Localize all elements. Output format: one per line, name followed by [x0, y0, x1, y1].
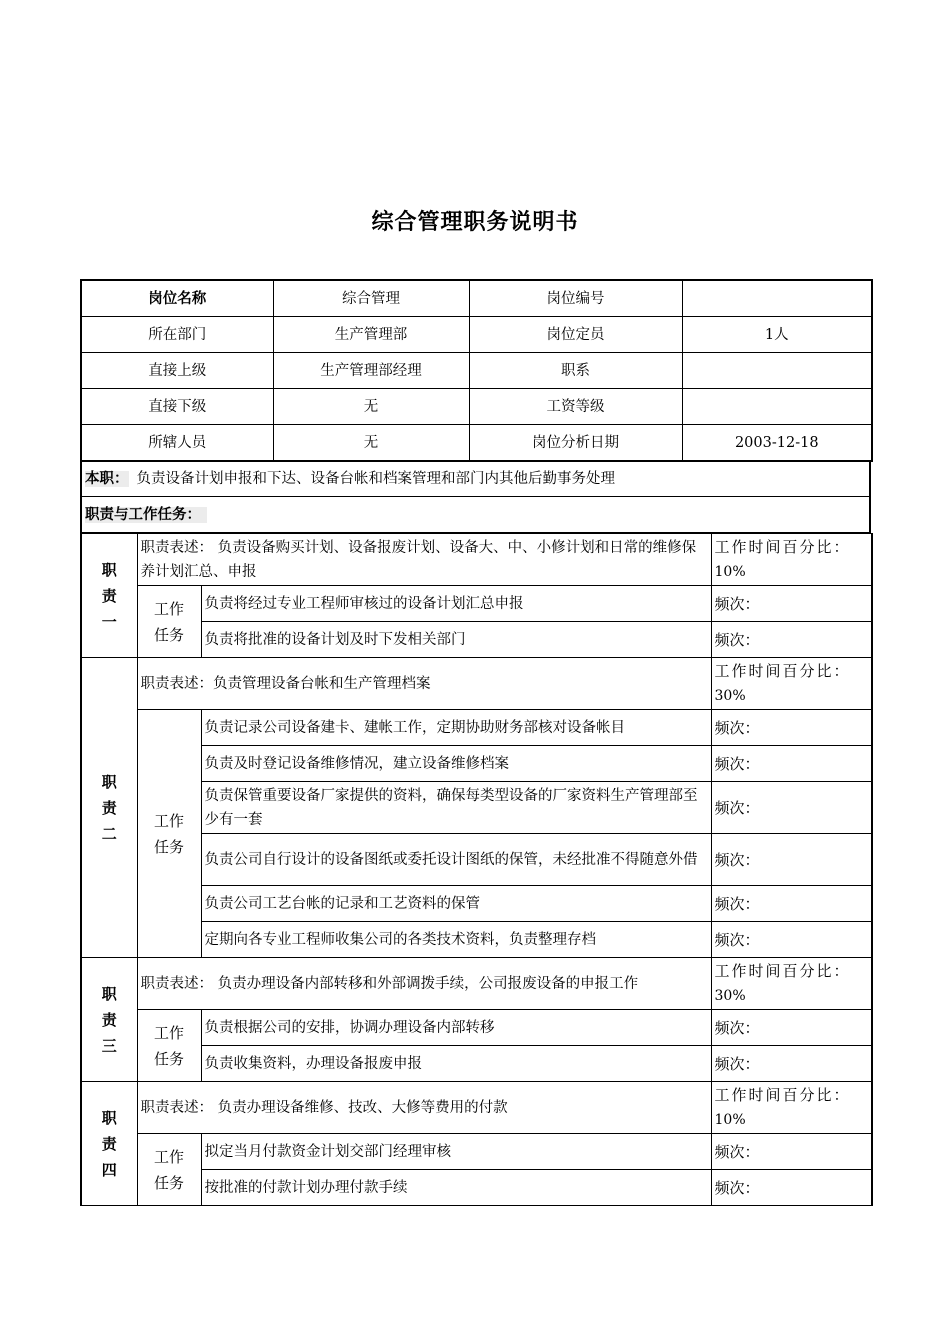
- position-info-table: [80, 279, 873, 462]
- duty-time-percent: 工作时间百分比： 30%: [711, 958, 872, 1010]
- duty-desc-row: [81, 658, 872, 710]
- value-position-name: 综合管理: [273, 280, 469, 317]
- task-item: 负责及时登记设备维修情况，建立设备维修档案: [201, 746, 711, 782]
- summary-text: 负责设备计划申报和下达、设备台帐和档案管理和部门内其他后勤事务处理: [136, 471, 615, 487]
- task-frequency: 频次：: [711, 586, 872, 622]
- task-label: 工作 任务: [137, 1134, 201, 1206]
- label-salary-grade: 工资等级: [469, 389, 682, 425]
- task-frequency: 频次：: [711, 1170, 872, 1206]
- duty-time-percent: 工作时间百分比： 10%: [711, 1082, 872, 1134]
- duties-table: [80, 533, 873, 1206]
- task-item: 按批准的付款计划办理付款手续: [201, 1170, 711, 1206]
- duty-description: 职责表述： 负责设备购买计划、设备报废计划、设备大、中、小修计划和日常的维修保养计划汇总、申报: [137, 534, 711, 586]
- info-row: [81, 425, 872, 462]
- task-row: [81, 1134, 872, 1170]
- task-row: [81, 710, 872, 746]
- task-item: 负责将经过专业工程师审核过的设备计划汇总申报: [201, 586, 711, 622]
- task-row: [81, 1010, 872, 1046]
- task-frequency: 频次：: [711, 1134, 872, 1170]
- task-item: 负责保管重要设备厂家提供的资料，确保每类型设备的厂家资料生产管理部至少有一套: [201, 782, 711, 834]
- document-title: 综合管理职务说明书: [371, 210, 579, 235]
- task-item: 负责公司自行设计的设备图纸或委托设计图纸的保管，未经批准不得随意外借: [201, 834, 711, 886]
- value-job-family: [682, 353, 872, 389]
- info-row: [81, 389, 872, 425]
- label-position-name: 岗位名称: [81, 280, 273, 317]
- task-item: 负责将批准的设备计划及时下发相关部门: [201, 622, 711, 658]
- duty-time-percent: 工作时间百分比： 10%: [711, 534, 872, 586]
- label-job-family: 职系: [469, 353, 682, 389]
- task-frequency: 频次：: [711, 886, 872, 922]
- value-staff: 无: [273, 425, 469, 462]
- task-label: 工作 任务: [137, 1010, 201, 1082]
- duty-desc-row: [81, 1082, 872, 1134]
- task-row: [81, 586, 872, 622]
- duty-time-percent: 工作时间百分比： 30%: [711, 658, 872, 710]
- value-salary-grade: [682, 389, 872, 425]
- task-frequency: 频次：: [711, 782, 872, 834]
- value-headcount: 1人: [682, 317, 872, 353]
- duties-header-row: [81, 497, 870, 533]
- task-item: 负责收集资料，办理设备报废申报: [201, 1046, 711, 1082]
- label-analysis-date: 岗位分析日期: [469, 425, 682, 462]
- task-item: 负责公司工艺台帐的记录和工艺资料的保管: [201, 886, 711, 922]
- summary-table: [80, 460, 871, 497]
- info-row: [81, 353, 872, 389]
- task-label: 工作 任务: [137, 586, 201, 658]
- task-frequency: 频次：: [711, 922, 872, 958]
- duty-description: 职责表述：负责管理设备台帐和生产管理档案: [137, 658, 711, 710]
- label-headcount: 岗位定员: [469, 317, 682, 353]
- task-frequency: 频次：: [711, 834, 872, 886]
- value-analysis-date: 2003-12-18: [682, 425, 872, 462]
- duty-heading: 职 责 一: [81, 534, 137, 658]
- label-position-code: 岗位编号: [469, 280, 682, 317]
- task-label: 工作 任务: [137, 710, 201, 958]
- value-department: 生产管理部: [273, 317, 469, 353]
- task-frequency: 频次：: [711, 710, 872, 746]
- value-position-code: [682, 280, 872, 317]
- info-row: [81, 280, 872, 317]
- task-item: 定期向各专业工程师收集公司的各类技术资料，负责整理存档: [201, 922, 711, 958]
- info-row: [81, 317, 872, 353]
- label-staff: 所辖人员: [81, 425, 273, 462]
- task-item: 负责根据公司的安排，协调办理设备内部转移: [201, 1010, 711, 1046]
- duties-header: 职责与工作任务：: [85, 507, 207, 523]
- task-frequency: 频次：: [711, 746, 872, 782]
- value-superior: 生产管理部经理: [273, 353, 469, 389]
- duty-desc-row: [81, 958, 872, 1010]
- duty-description: 职责表述： 负责办理设备内部转移和外部调拨手续，公司报废设备的申报工作: [137, 958, 711, 1010]
- value-subordinate: 无: [273, 389, 469, 425]
- duties-header-table: [80, 496, 871, 533]
- duty-heading: 职 责 四: [81, 1082, 137, 1206]
- duty-description: 职责表述： 负责办理设备维修、技改、大修等费用的付款: [137, 1082, 711, 1134]
- task-frequency: 频次：: [711, 622, 872, 658]
- task-frequency: 频次：: [711, 1046, 872, 1082]
- summary-label: 本职：: [85, 471, 129, 487]
- duty-desc-row: [81, 534, 872, 586]
- duty-heading: 职 责 三: [81, 958, 137, 1082]
- duty-heading: 职 责 二: [81, 658, 137, 958]
- task-item: 拟定当月付款资金计划交部门经理审核: [201, 1134, 711, 1170]
- task-frequency: 频次：: [711, 1010, 872, 1046]
- task-item: 负责记录公司设备建卡、建帐工作，定期协助财务部核对设备帐目: [201, 710, 711, 746]
- label-subordinate: 直接下级: [81, 389, 273, 425]
- summary-row: [81, 461, 870, 497]
- label-department: 所在部门: [81, 317, 273, 353]
- label-superior: 直接上级: [81, 353, 273, 389]
